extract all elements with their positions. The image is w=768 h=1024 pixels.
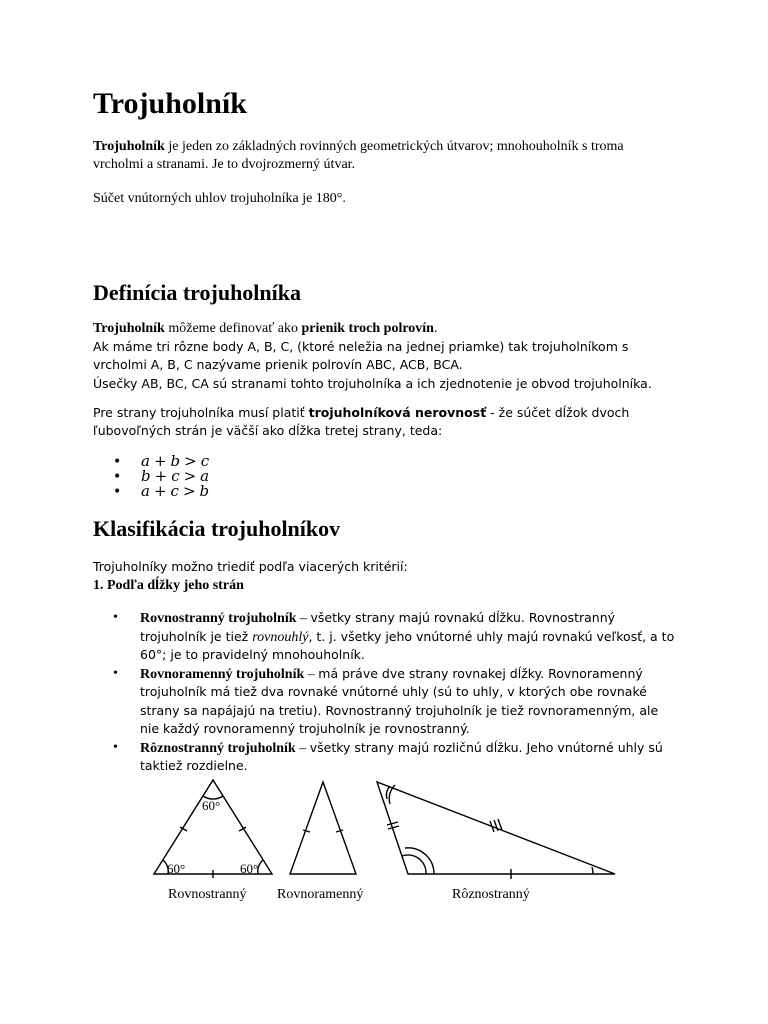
list-item: [113, 665, 678, 739]
triangles-diagram: [140, 772, 620, 882]
inequality-item: • a + c > b: [113, 484, 209, 499]
definition-heading: Definícia trojuholníka: [93, 280, 302, 305]
isosceles-triangle: [290, 782, 356, 874]
classification-intro: Trojuholníky možno triediť podľa viacerých kritérií:: [93, 559, 408, 574]
intro-term: Trojuholník: [93, 139, 165, 154]
inequality-pre: Pre strany trojuholníka musí platiť: [93, 405, 309, 420]
inequality-item: • b + c > a: [113, 469, 209, 484]
inequality-list: [113, 454, 209, 499]
definition-text: môžeme definovať ako: [164, 321, 302, 336]
definition-line3: Úsečky AB, BC, CA sú stranami tohto trojuholníka a ich zjednotenie je obvod trojuholníka.: [93, 375, 652, 391]
definition-bold: prienik troch polrovín: [301, 321, 434, 336]
definition-paragraph: [93, 320, 653, 393]
angle-arc-scalene-3: [592, 867, 593, 874]
item-term: Rôznostranný trojuholník: [140, 740, 296, 756]
equilateral-triangle: [154, 780, 272, 874]
tick-mark: [303, 830, 310, 832]
item-text: všetky strany majú rozličnú dĺžku. Jeho vnútorné uhly sú taktiež rozdielne.: [140, 739, 663, 773]
intro-paragraph: [93, 138, 653, 173]
item-text-end: , t. j. všetky jeho vnútorné uhly majú rovnakú veľkosť, a to 60°; je to pravidelný mnohouholník.: [140, 628, 675, 662]
classification-intro-block: [93, 558, 653, 594]
item-dash: –: [304, 666, 319, 682]
page-title: Trojuholník: [93, 87, 247, 120]
definition-period: .: [433, 321, 438, 336]
tick-mark: [388, 826, 399, 829]
item-term: Rovnostranný trojuholník: [140, 611, 297, 626]
item-text: má práve dve strany rovnakej dĺžky. Rovnoramenný trojuholník má tiež dva rovnaké vnútorné uhly (sú to uhly, v ktorých obe rovnaké strany sa napájajú na tretiu). Rovnostranný trojuholník je tiež rovnoramenným, ale nie každý rovnoramenný trojuholník je rovnostranný.: [140, 665, 659, 736]
inequality-term: trojuholníková nerovnosť: [308, 405, 487, 420]
angle-sum-text: Súčet vnútorných uhlov trojuholníka je 180°.: [93, 191, 346, 206]
item-dash: –: [296, 611, 311, 626]
angle-arc-scalene-2: [405, 848, 434, 874]
classification-heading: Klasifikácia trojuholníkov: [93, 516, 341, 541]
classification-subheading: 1. Podľa dĺžky jeho strán: [93, 577, 244, 593]
classification-list: [113, 609, 678, 776]
caption-scalene: Rôznostranný: [452, 887, 530, 902]
angle-label-right: 60°: [240, 861, 259, 876]
inequality-paragraph: [93, 404, 653, 439]
angle-arc-double-inner: [389, 785, 395, 804]
triangles-figure: [140, 772, 620, 887]
inequality-post: - že súčet dĺžok dvoch ľubovoľných strán je väčší ako dĺžka tretej strany, teda:: [93, 405, 630, 438]
angle-arc-scalene-1: [402, 855, 426, 874]
angle-label-left: 60°: [167, 861, 186, 876]
caption-equilateral: Rovnostranný: [168, 887, 247, 902]
angle-arc-right: [258, 860, 263, 874]
inequality-item: • a + b > c: [113, 454, 209, 469]
tick-mark: [387, 822, 398, 825]
angle-label-top: 60°: [202, 798, 221, 813]
caption-isosceles: Rovnoramenný: [277, 887, 364, 902]
intro-text: je jeden zo základných rovinných geometrických útvarov; mnohouholník s troma vrcholmi a stranami. Je to dvojrozmerný útvar.: [93, 139, 624, 172]
item-italic: rovnouhlý: [252, 629, 309, 645]
tick-mark: [336, 830, 343, 832]
item-dash: –: [295, 740, 310, 756]
list-item: [113, 609, 678, 665]
scalene-triangle: [377, 782, 615, 874]
list-item: [113, 739, 678, 776]
item-text: všetky strany majú rovnakú dĺžku. Rovnostranný trojuholník je tiež: [140, 610, 616, 644]
item-term: Rovnoramenný trojuholník: [140, 666, 305, 682]
tick-mark: [494, 820, 498, 831]
definition-term: Trojuholník: [93, 321, 165, 336]
definition-line2: Ak máme tri rôzne body A, B, C, (ktoré neležia na jednej priamke) tak trojuholníkom s vrcholmi A, B, C nazývame prienik polrovín ABC, ACB, BCA.: [93, 338, 629, 372]
